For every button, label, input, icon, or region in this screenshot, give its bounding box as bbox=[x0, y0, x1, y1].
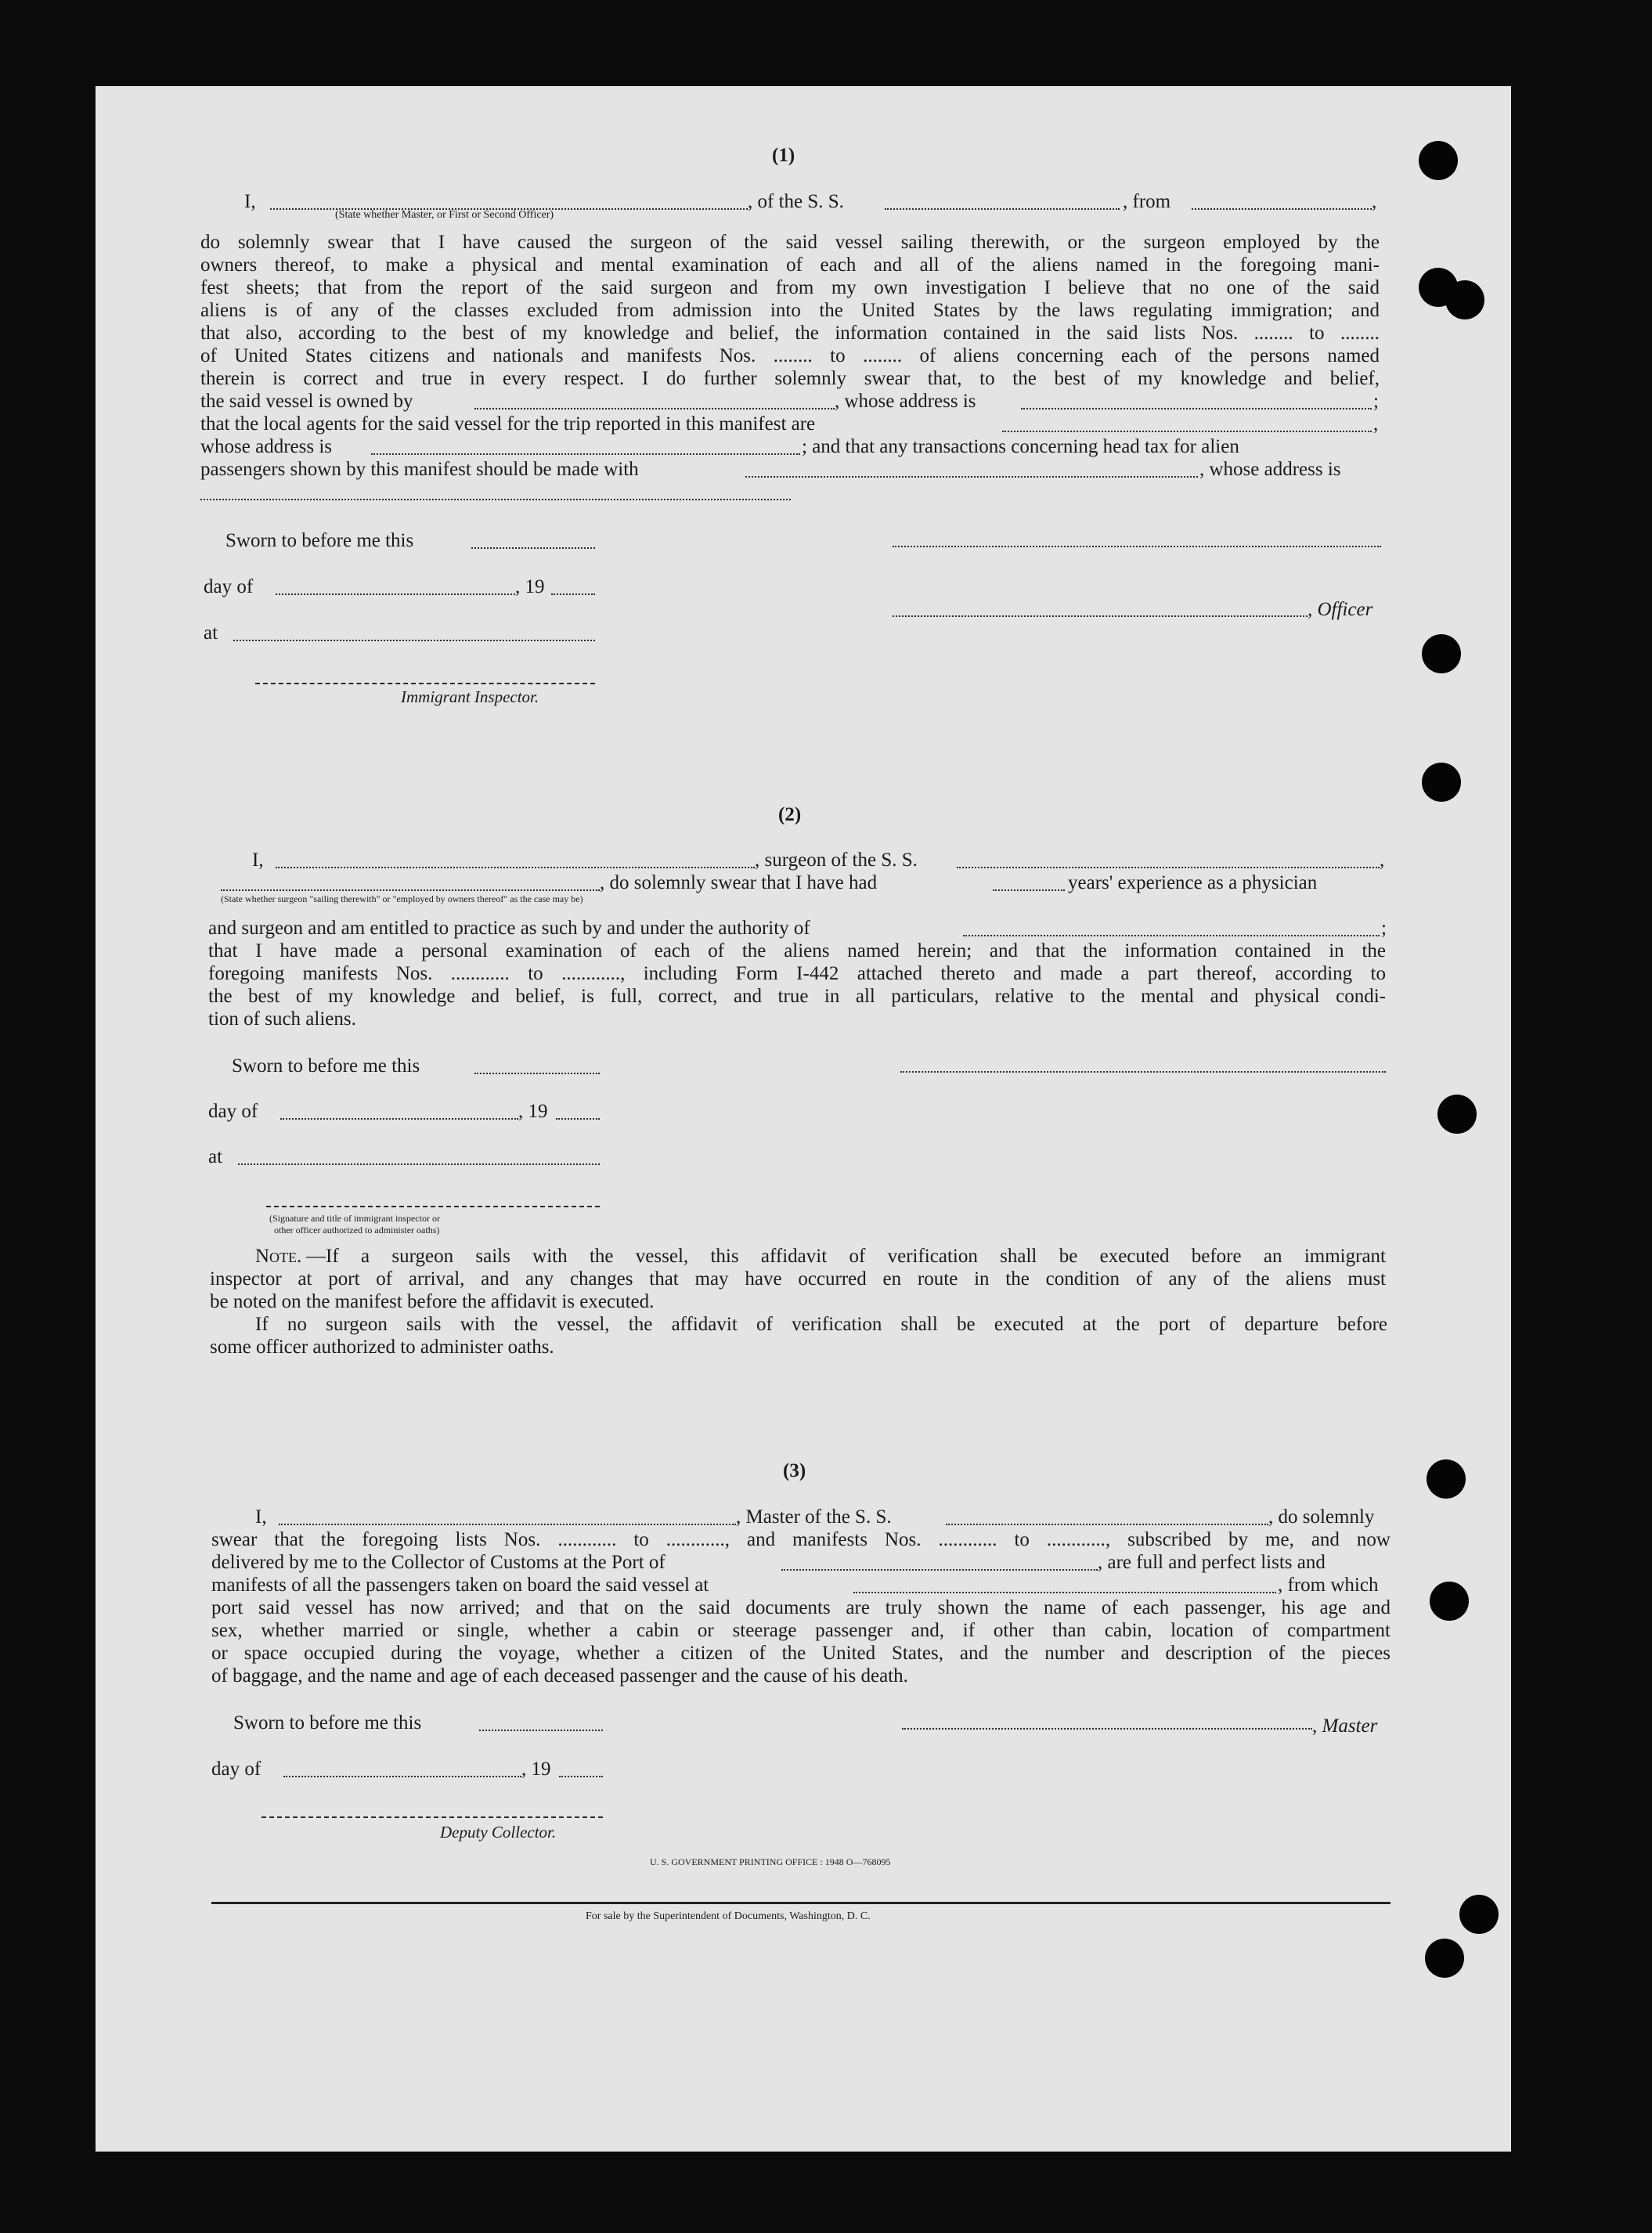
punch-hole bbox=[1459, 1895, 1499, 1934]
sec2-intro-i: I, bbox=[252, 850, 264, 871]
blank-sec2-sworn-date bbox=[474, 1073, 600, 1074]
note-line-1: —If a surgeon sails with the vessel, this affidavit of verification shall be executed before an immigrant bbox=[306, 1246, 1386, 1267]
sec1-at: at bbox=[204, 622, 218, 644]
blank-sec2-vessel bbox=[957, 867, 1380, 868]
note-label: Note. bbox=[255, 1246, 302, 1267]
sec2-at: at bbox=[208, 1146, 223, 1167]
blank-owner-address bbox=[1021, 408, 1372, 409]
sec3-last-line: of baggage, and the name and age of each deceased passenger and the cause of his death. bbox=[211, 1665, 908, 1686]
note2-last: some officer authorized to administer oaths. bbox=[210, 1337, 554, 1358]
blank-master-name bbox=[279, 1524, 736, 1525]
sec1-day-of: day of bbox=[204, 576, 254, 597]
blank-owner bbox=[474, 408, 835, 409]
sec1-semicolon: ; bbox=[1373, 391, 1379, 412]
blank-local-agents bbox=[1002, 431, 1372, 432]
surgeon-type-note: (State whether surgeon "sailing therewith" or "employed by owners thereof" as the case may be) bbox=[221, 893, 583, 904]
sec2-sworn: Sworn to before me this bbox=[232, 1055, 420, 1077]
punch-hole bbox=[1425, 1939, 1464, 1978]
blank-agents-address bbox=[371, 453, 800, 455]
section-3-heading: (3) bbox=[783, 1460, 806, 1481]
blank-officer-sig-1 bbox=[893, 546, 1381, 547]
sig-note-1: (Signature and title of immigrant inspector or bbox=[269, 1213, 440, 1224]
sec1-line-6: of United States citizens and nationals and manifests Nos. ........ to ........ of aliens concerning each of the persons named bbox=[200, 345, 1380, 366]
blank-surgeon-type bbox=[221, 889, 600, 891]
sec3-full-perfect: , are full and perfect lists and bbox=[1098, 1552, 1326, 1573]
blank-surgeon-name bbox=[276, 867, 755, 868]
sec3-sworn: Sworn to before me this bbox=[233, 1712, 422, 1733]
blank-sec3-day bbox=[283, 1776, 521, 1777]
sec1-comma: , bbox=[1372, 191, 1377, 212]
sec3-do-solemnly: , do solemnly bbox=[1268, 1506, 1375, 1528]
master-officer-note: (State whether Master, or First or Second Officer) bbox=[335, 209, 554, 221]
sec2-authority: and surgeon and am entitled to practice as such by and under the authority of bbox=[208, 918, 810, 939]
blank-sec2-day bbox=[280, 1118, 518, 1120]
punch-hole bbox=[1437, 1095, 1477, 1134]
blank-head-tax-contact bbox=[745, 476, 1198, 478]
blank-sec3-year bbox=[559, 1776, 603, 1777]
blank-sec2-surgeon-sig bbox=[900, 1071, 1386, 1073]
punch-hole bbox=[1422, 763, 1461, 802]
sec1-agents-comma: , bbox=[1373, 413, 1379, 435]
blank-sec3-sworn-date bbox=[479, 1730, 603, 1731]
sec1-of-ss: , of the S. S. bbox=[748, 191, 844, 212]
sec1-whose-address-3: , whose address is bbox=[1199, 459, 1341, 480]
blank-sec2-year bbox=[556, 1118, 600, 1120]
sec2-surgeon-of: , surgeon of the S. S. bbox=[755, 850, 918, 871]
blank-head-tax-address bbox=[200, 499, 791, 500]
sec3-body-3: or space occupied during the voyage, whether a citizen of the United States, and the number and description of the pieces bbox=[211, 1643, 1390, 1664]
sec3-master-of: , Master of the S. S. bbox=[736, 1506, 892, 1528]
punch-hole bbox=[1419, 141, 1458, 180]
sec3-manifests-all: manifests of all the passengers taken on board the said vessel at bbox=[211, 1575, 709, 1596]
sec2-comma: , bbox=[1380, 850, 1385, 871]
blank-year bbox=[551, 593, 595, 595]
sec3-from-which: , from which bbox=[1278, 1575, 1379, 1596]
blank-at-place bbox=[233, 640, 595, 641]
blank-from-port bbox=[1192, 208, 1372, 210]
blank-years bbox=[993, 889, 1065, 891]
sec1-local-agents: that the local agents for the said vessel for the trip reported in this manifest are bbox=[200, 413, 816, 435]
sec1-intro-i: I, bbox=[244, 191, 256, 212]
sec3-day-of: day of bbox=[211, 1759, 262, 1780]
punch-hole bbox=[1422, 634, 1461, 673]
sec2-inspector-signature-line bbox=[266, 1206, 600, 1207]
immigrant-inspector-label: Immigrant Inspector. bbox=[401, 687, 539, 706]
sec1-from: , from bbox=[1123, 191, 1171, 212]
sec1-whose-address-1: , whose address is bbox=[835, 391, 976, 412]
footer-rule bbox=[211, 1902, 1390, 1904]
blank-port bbox=[781, 1569, 1098, 1571]
sec1-line-7: therein is correct and true in every respect. I do further solemnly swear that, to the best of my knowledge and belief, bbox=[200, 368, 1380, 389]
sec1-line-5: that also, according to the best of my knowledge and belief, the information contained in the said lists Nos. ........ to ........ bbox=[200, 323, 1380, 344]
sec1-line-1: do solemnly swear that I have caused the surgeon of the said vessel sailing therewith, or the surgeon employed by the bbox=[200, 232, 1380, 253]
blank-master-sig bbox=[902, 1728, 1312, 1730]
blank-authority bbox=[963, 935, 1380, 936]
deputy-signature-line bbox=[262, 1816, 603, 1818]
blank-vessel-name bbox=[885, 208, 1120, 210]
note-last: be noted on the manifest before the affidavit is executed. bbox=[210, 1291, 655, 1312]
note2-line-1: If no surgeon sails with the vessel, the affidavit of verification shall be executed at the port of departure before bbox=[255, 1314, 1387, 1335]
deputy-collector-label: Deputy Collector. bbox=[440, 1823, 557, 1842]
sec2-swear-had: , do solemnly swear that I have had bbox=[600, 872, 878, 893]
sec2-line-3: the best of my knowledge and belief, is full, correct, and true in all particulars, relative to the mental and physical condi- bbox=[208, 986, 1386, 1007]
sec2-line-1: that I have made a personal examination of each of the aliens named herein; and that the information contained in the bbox=[208, 940, 1386, 961]
sec1-line-3: fest sheets; that from the report of the said surgeon and from my own investigation I believe that no one of the said bbox=[200, 277, 1380, 298]
sec2-line-2: foregoing manifests Nos. ............ to ............, including Form I-442 attached thereto and made a part thereof, according to bbox=[208, 963, 1386, 984]
sale-notice: For sale by the Superintendent of Documents, Washington, D. C. bbox=[586, 1910, 871, 1922]
sig-note-2: other officer authorized to administer oaths) bbox=[274, 1225, 440, 1236]
blank-boarding-port bbox=[853, 1592, 1276, 1593]
officer-label: , Officer bbox=[1308, 599, 1373, 620]
punch-hole bbox=[1427, 1459, 1466, 1499]
blank-sec3-vessel bbox=[946, 1524, 1268, 1525]
sec3-line-1: swear that the foregoing lists Nos. ............ to ............, and manifests Nos. ............ to ............, subscribed by me, and now bbox=[211, 1529, 1390, 1550]
master-label: , Master bbox=[1312, 1715, 1378, 1737]
sec3-body-1: port said vessel has now arrived; and that on the said documents are truly shown the name of each passenger, his age and bbox=[211, 1597, 1390, 1618]
sec3-body-2: sex, whether married or single, whether a cabin or steerage passenger and, if other than cabin, location of compartment bbox=[211, 1620, 1390, 1641]
sec1-owned-by: the said vessel is owned by bbox=[200, 391, 413, 412]
sec1-head-tax-1: ; and that any transactions concerning head tax for alien bbox=[802, 436, 1239, 457]
sec2-nineteen: , 19 bbox=[518, 1101, 548, 1122]
blank-officer-sig-2 bbox=[893, 615, 1308, 617]
sec2-semicolon: ; bbox=[1381, 918, 1387, 939]
sec3-delivered: delivered by me to the Collector of Customs at the Port of bbox=[211, 1552, 665, 1573]
blank-sworn-date bbox=[471, 547, 595, 549]
gpo-imprint: U. S. GOVERNMENT PRINTING OFFICE : 1948 O—768095 bbox=[650, 1856, 891, 1867]
sec1-line-4: aliens is of any of the classes excluded from admission into the United States by the laws regulating immigration; and bbox=[200, 300, 1380, 321]
blank-sec2-at bbox=[238, 1163, 600, 1165]
sec2-day-of: day of bbox=[208, 1101, 258, 1122]
sec1-nineteen: , 19 bbox=[515, 576, 545, 597]
sec1-whose-address-2: whose address is bbox=[200, 436, 333, 457]
sec2-years-exp: years' experience as a physician bbox=[1068, 872, 1318, 893]
section-2-heading: (2) bbox=[778, 804, 802, 825]
section-1-heading: (1) bbox=[772, 145, 795, 166]
punch-hole bbox=[1445, 280, 1484, 319]
sec1-sworn: Sworn to before me this bbox=[225, 530, 414, 551]
note-line-2: inspector at port of arrival, and any changes that may have occurred en route in the condition of any of the aliens must bbox=[210, 1268, 1386, 1290]
sec2-last-line: tion of such aliens. bbox=[208, 1008, 356, 1030]
sec1-line-2: owners thereof, to make a physical and mental examination of each and all of the aliens named in the foregoing mani- bbox=[200, 254, 1380, 276]
sec3-intro-i: I, bbox=[255, 1506, 267, 1528]
inspector-signature-line bbox=[255, 683, 595, 684]
sec1-head-tax-2: passengers shown by this manifest should be made with bbox=[200, 459, 639, 480]
blank-day bbox=[276, 593, 515, 595]
sec3-nineteen: , 19 bbox=[521, 1759, 551, 1780]
punch-hole bbox=[1430, 1582, 1469, 1621]
